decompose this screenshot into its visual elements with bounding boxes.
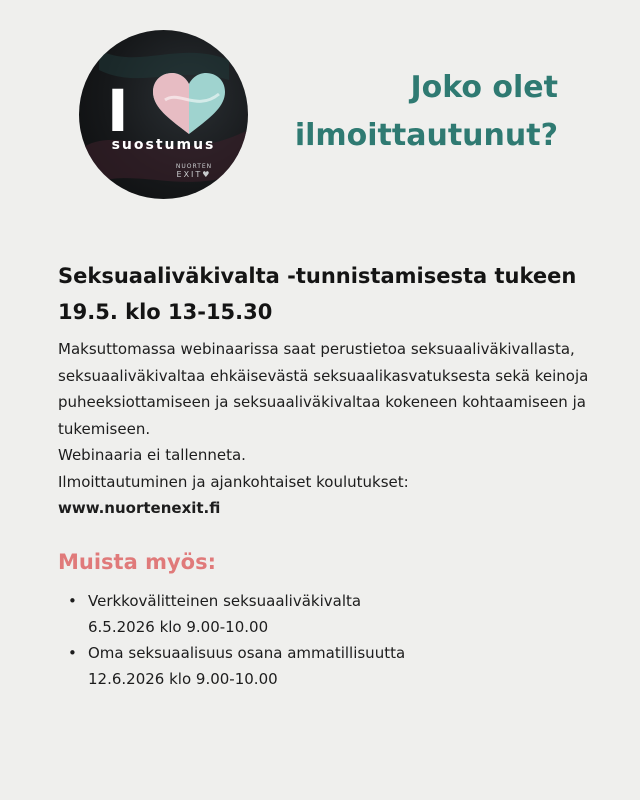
heart-icon — [153, 73, 225, 134]
logo-brand-line2: EXIT♥ — [176, 170, 212, 179]
event-title: Seksuaaliväkivalta -tunnistamisesta tukeen 19.5. klo 13-15.30 — [58, 264, 577, 324]
headline-line1: Joko olet — [410, 70, 558, 105]
list-item-name: Oma seksuaalisuus osana ammatillisuutta — [88, 644, 406, 662]
list-item — [66, 640, 586, 692]
remember-heading: Muista myös: — [58, 550, 216, 574]
remember-list — [66, 588, 586, 692]
list-item-time: 12.6.2026 klo 9.00-10.00 — [88, 670, 278, 688]
list-item-time: 6.5.2026 klo 9.00-10.00 — [88, 618, 269, 636]
list-item — [66, 588, 586, 640]
logo-swirl-graphic — [79, 30, 248, 199]
not-recorded-text: Webinaaria ei tallenneta. — [58, 446, 246, 464]
logo-wordmark: suostumus — [111, 137, 216, 153]
event-description — [58, 336, 618, 522]
list-item-name: Verkkovälitteinen seksuaaliväkivalta — [88, 592, 362, 610]
logo-brand — [174, 163, 214, 179]
bullet: • — [68, 592, 77, 610]
description-text: Maksuttomassa webinaarissa saat perustietoa seksuaaliväkivallasta, seksuaaliväkivaltaa ehkäisevästä seksuaalikasvatuksesta sekä keinoja puheeksiottamiseen ja seksuaaliväkivaltaa kokeneen kohtaamiseen ja tukemiseen. — [58, 340, 589, 438]
website-link[interactable]: www.nuortenexit.fi — [58, 499, 221, 517]
suostumus-logo — [79, 30, 248, 199]
bullet: • — [68, 644, 77, 662]
logo-brand-line1: NUORTEN — [175, 163, 213, 170]
headline — [258, 64, 558, 160]
registration-text: Ilmoittautuminen ja ajankohtaiset koulutukset: — [58, 472, 409, 491]
logo-letter: I — [107, 77, 129, 145]
headline-line2: ilmoittautunut? — [294, 118, 558, 153]
